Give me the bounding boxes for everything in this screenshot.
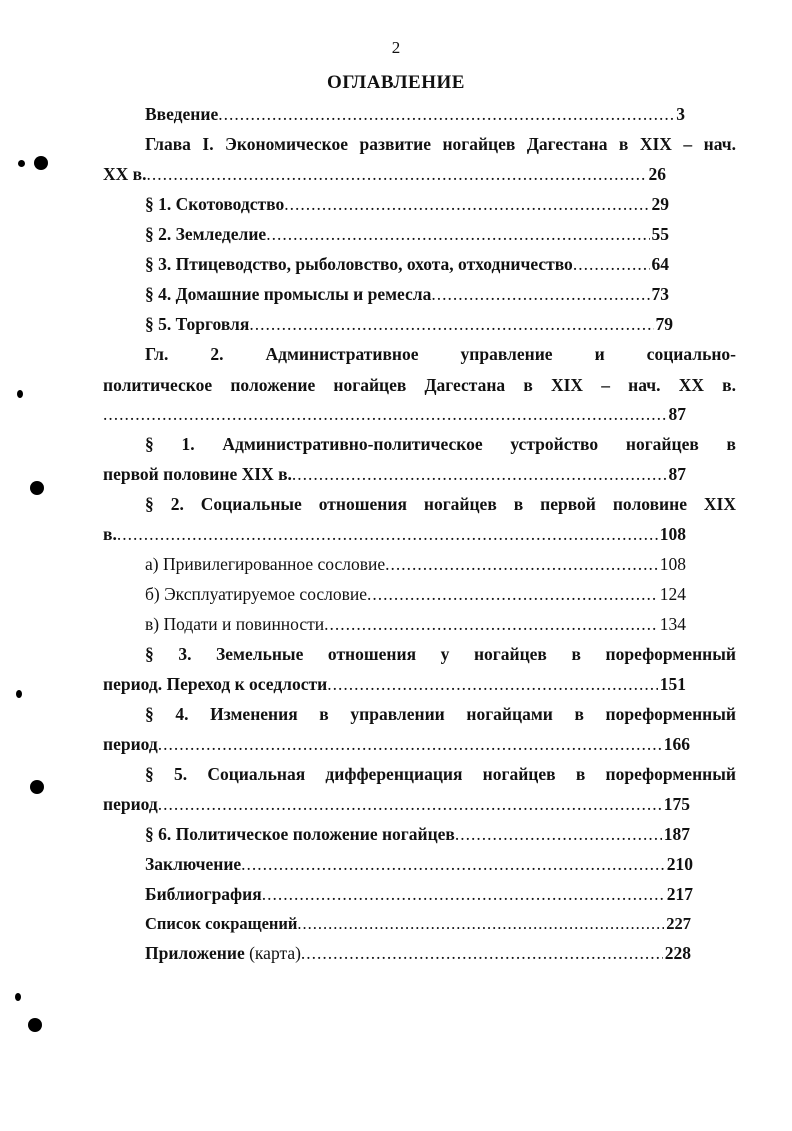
toc-page: 187: [663, 824, 690, 844]
toc-section-1-1[interactable]: [145, 192, 669, 216]
toc-page: 151: [659, 674, 686, 694]
toc-label: Библиография: [145, 884, 262, 904]
toc-label: первой половине XIX в.: [103, 464, 292, 484]
leader-dots: [301, 941, 663, 965]
toc-label: в.: [103, 524, 117, 544]
toc-page: 124: [659, 584, 686, 604]
leader-dots: [367, 582, 658, 606]
toc-label: Заключение: [145, 854, 242, 874]
toc-page: 175: [663, 794, 690, 814]
toc-section-2-1-line2[interactable]: [103, 462, 686, 486]
leader-dots: [324, 612, 658, 636]
toc-page: 134: [659, 614, 686, 634]
leader-dots: [385, 552, 658, 576]
toc-chapter-1-line1[interactable]: Глава I. Экономическое развитие ногайцев Дагестана в XIX – нач.: [145, 134, 736, 154]
toc-page: 108: [659, 524, 686, 544]
toc-chapter-2-line1[interactable]: Гл. 2. Административное управление и социально-: [145, 344, 736, 364]
leader-dots: [249, 312, 653, 336]
toc-page: 26: [648, 164, 666, 184]
toc-label: § 3. Птицеводство, рыболовство, охота, отходничество: [145, 254, 573, 274]
toc-page: 166: [663, 734, 690, 754]
appendix-suffix: (карта): [244, 943, 301, 963]
leader-dots: [117, 522, 658, 546]
appendix-label: Приложение: [145, 943, 245, 963]
toc-section-1-2[interactable]: [145, 222, 669, 246]
toc-page: 108: [659, 554, 686, 574]
toc-subsection-v[interactable]: [145, 612, 686, 636]
toc-chapter-2-line2[interactable]: политическое положение ногайцев Дагестана в XIX – нач. XX в.: [103, 375, 736, 395]
toc-subsection-b[interactable]: [145, 582, 686, 606]
punch-hole-mark: [30, 481, 44, 495]
punch-hole-mark: [16, 690, 22, 698]
toc-section-1-3[interactable]: [145, 252, 669, 276]
toc-label: период. Переход к оседлости: [103, 674, 328, 694]
toc-page: 210: [666, 854, 693, 874]
toc-page: 217: [666, 884, 693, 904]
leader-dots: [455, 822, 662, 846]
toc-label: период: [103, 734, 158, 754]
toc-section-2-2-line1[interactable]: § 2. Социальные отношения ногайцев в первой половине XIX: [145, 494, 736, 514]
toc-section-2-3-line1[interactable]: § 3. Земельные отношения у ногайцев в пореформенный: [145, 644, 736, 664]
toc-label: б) Эксплуатируемое сословие: [145, 584, 368, 604]
toc-label: § 5. Торговля: [145, 314, 250, 334]
toc-chapter-1-line2[interactable]: [103, 162, 666, 186]
toc-entry-conclusion[interactable]: [145, 852, 693, 876]
toc-label: § 4. Домашние промыслы и ремесла: [145, 284, 432, 304]
toc-subsection-a[interactable]: [145, 552, 686, 576]
toc-label: § 1. Скотоводство: [145, 194, 285, 214]
toc-label: [145, 941, 301, 965]
toc-page: 87: [668, 464, 686, 484]
toc-label: Введение: [145, 104, 219, 124]
toc-page: 73: [651, 284, 669, 304]
toc-label: в) Подати и повинности: [145, 614, 325, 634]
toc-section-2-4-line2[interactable]: [103, 732, 690, 756]
toc-label: а) Привилегированное сословие: [145, 554, 386, 574]
toc-label: XX в.: [103, 164, 147, 184]
leader-dots: [297, 912, 664, 936]
punch-hole-mark: [28, 1018, 42, 1032]
toc-page: 228: [664, 943, 691, 963]
leader-dots: [284, 192, 649, 216]
toc-section-2-1-line1[interactable]: § 1. Административно-политическое устройство ногайцев в: [145, 434, 736, 454]
toc-label: § 6. Политическое положение ногайцев: [145, 824, 455, 844]
punch-hole-mark: [17, 390, 23, 398]
leader-dots: [158, 732, 662, 756]
leader-dots: [292, 462, 667, 486]
toc-entry-bibliography[interactable]: [145, 882, 693, 906]
punch-hole-mark: [34, 156, 48, 170]
toc-page: 64: [651, 254, 669, 274]
leader-dots: [218, 102, 674, 126]
toc-page: 29: [651, 194, 669, 214]
leader-dots: [241, 852, 665, 876]
toc-section-2-5-line2[interactable]: [103, 792, 690, 816]
leader-dots: [262, 882, 665, 906]
punch-hole-mark: [18, 160, 25, 167]
leader-dots: [158, 792, 662, 816]
leader-dots: [146, 162, 646, 186]
page-number: 2: [391, 38, 401, 57]
leader-dots: [103, 402, 667, 426]
toc-entry-abbreviations[interactable]: [145, 912, 691, 936]
toc-entry-intro[interactable]: [145, 102, 685, 126]
leader-dots: [431, 282, 649, 306]
toc-section-2-6[interactable]: [145, 822, 690, 846]
toc-section-2-3-line2[interactable]: [103, 672, 686, 696]
page-title: ОГЛАВЛЕНИЕ: [327, 72, 465, 93]
punch-hole-mark: [15, 993, 21, 1001]
toc-section-2-5-line1[interactable]: § 5. Социальная дифференциация ногайцев в пореформенный: [145, 764, 736, 784]
punch-hole-mark: [30, 780, 44, 794]
toc-page: 79: [655, 314, 673, 334]
toc-section-2-2-line2[interactable]: [103, 522, 686, 546]
toc-chapter-2-line3[interactable]: [103, 402, 686, 426]
leader-dots: [573, 252, 650, 276]
toc-label: период: [103, 794, 158, 814]
toc-section-1-4[interactable]: [145, 282, 669, 306]
toc-entry-appendix[interactable]: [145, 941, 691, 965]
leader-dots: [266, 222, 649, 246]
toc-label: § 2. Земледелие: [145, 224, 267, 244]
toc-section-1-5[interactable]: [145, 312, 673, 336]
toc-label: Список сокращений: [145, 914, 298, 933]
leader-dots: [327, 672, 658, 696]
toc-page: 55: [651, 224, 669, 244]
toc-page: 227: [666, 914, 691, 933]
toc-section-2-4-line1[interactable]: § 4. Изменения в управлении ногайцами в пореформенный: [145, 704, 736, 724]
toc-page: 87: [668, 404, 686, 424]
toc-page: 3: [676, 104, 685, 124]
